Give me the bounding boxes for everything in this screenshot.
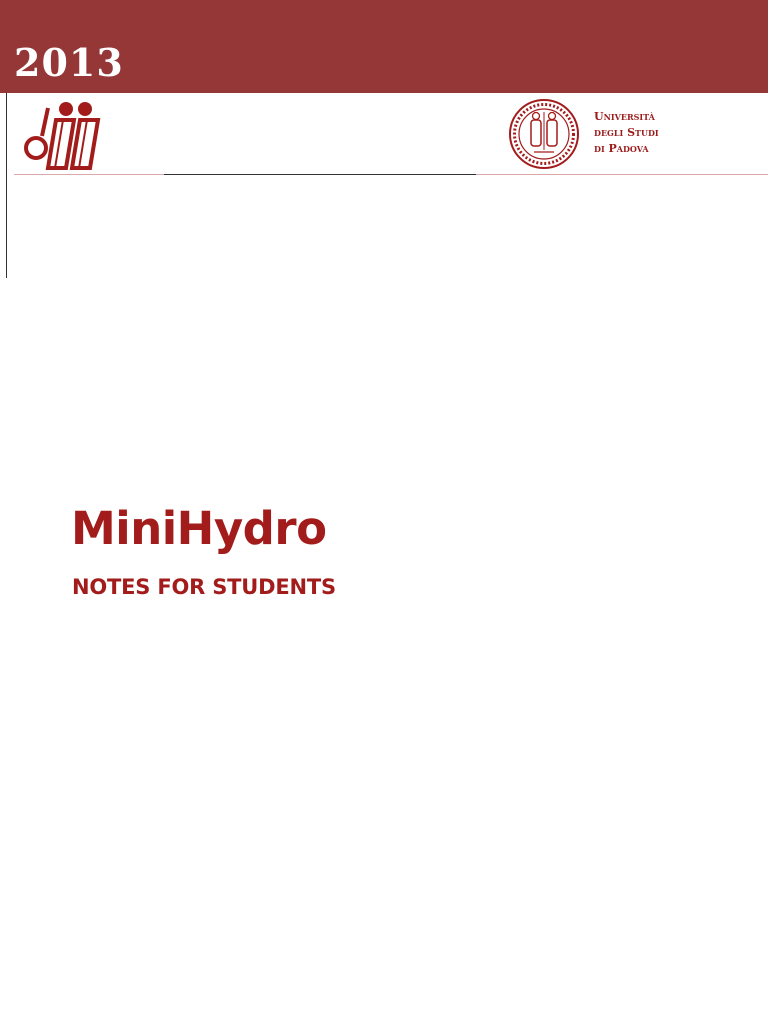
header-band (0, 0, 768, 93)
document-title: MiniHydro (71, 502, 327, 555)
university-name-line: degli Studi (594, 126, 659, 139)
year-label: 2013 (14, 40, 124, 85)
university-name-line: Università (594, 110, 655, 123)
left-vertical-rule (6, 93, 7, 278)
dii-logo (22, 100, 104, 170)
document-subtitle: NOTES FOR STUDENTS (72, 575, 336, 599)
header-rule-left (14, 174, 164, 175)
university-name-line: di Padova (594, 142, 649, 155)
header-rule-middle (164, 174, 476, 175)
university-seal (508, 98, 580, 170)
university-name (594, 109, 659, 157)
header-rule-right (476, 174, 768, 175)
